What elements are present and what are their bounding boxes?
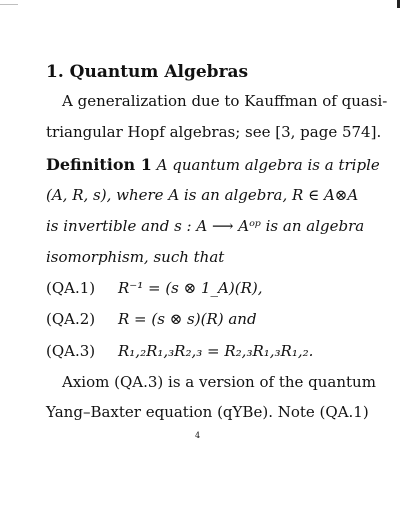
axiom-label: (QA.3) bbox=[46, 342, 96, 360]
remark-line-1: Axiom (QA.3) is a version of the quantum bbox=[62, 373, 376, 391]
axiom-formula: R = (s ⊗ s)(R) and bbox=[118, 310, 257, 328]
definition-line-4: isomorphism, such that bbox=[46, 248, 225, 266]
definition-line-3: is invertible and s : A ⟶ Aᵒᵖ is an algebra bbox=[46, 217, 365, 235]
axiom-formula: R⁻¹ = (s ⊗ 1_A)(R), bbox=[118, 279, 263, 297]
page-number: 4 bbox=[195, 431, 201, 440]
scan-artifact-top bbox=[0, 4, 18, 5]
axiom-formula: R₁,₂R₁,₃R₂,₃ = R₂,₃R₁,₃R₁,₂. bbox=[118, 342, 314, 360]
axiom-qa2 bbox=[46, 312, 257, 327]
definition-text-1: A quantum algebra is a triple bbox=[156, 156, 380, 174]
axiom-label: (QA.2) bbox=[46, 310, 96, 328]
definition-label: Definition 1 bbox=[46, 155, 152, 174]
intro-line-1: A generalization due to Kauffman of quasi- bbox=[62, 92, 388, 110]
definition-line-1 bbox=[46, 157, 380, 173]
axiom-label: (QA.1) bbox=[46, 279, 96, 297]
axiom-qa3 bbox=[46, 344, 313, 359]
intro-line-2: triangular Hopf algebras; see [3, page 574]. bbox=[46, 123, 382, 141]
definition-line-2: (A, R, s), where A is an algebra, R ∈ A⊗A bbox=[46, 186, 359, 204]
section-title: 1. Quantum Algebras bbox=[46, 62, 249, 82]
remark-line-2: Yang–Baxter equation (qYBe). Note (QA.1) bbox=[46, 403, 369, 421]
axiom-qa1 bbox=[46, 281, 262, 296]
